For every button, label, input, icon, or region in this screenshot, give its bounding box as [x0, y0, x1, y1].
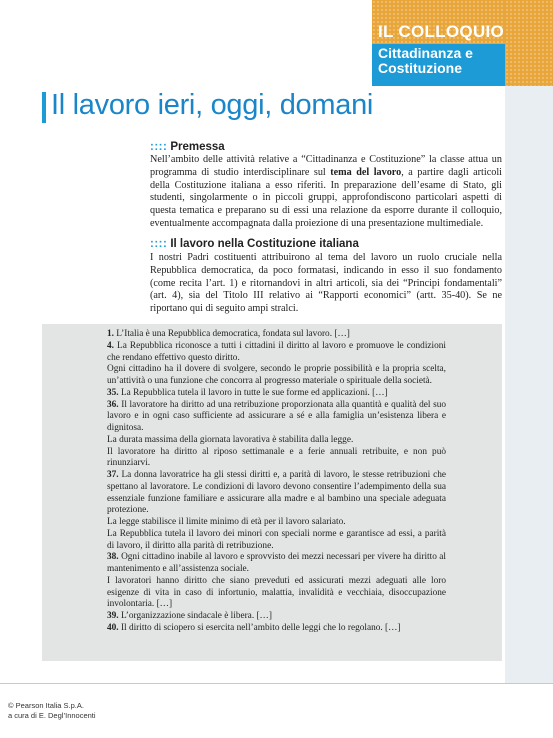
article-text: Ogni cittadino inabile al lavoro e sprovvisto dei mezzi necessari per vivere ha diritto al mantenimento e all’assistenza sociale. [107, 552, 446, 574]
article-number: 1. [107, 329, 114, 339]
article-text: Il lavoratore ha diritto ad una retribuzione proporzionata alla quantità e qualità del suo lavoro e in ogni caso sufficiente ad assicurare a sé e alla famiglia un’esistenza libera e dignitosa. [107, 399, 446, 433]
article-number: 40. [107, 622, 119, 633]
section-heading-costituzione [150, 238, 359, 250]
paragraph-text: , a partire dagli articoli della Costituzione italiana a esso riferiti. In preparazione dell’esame di Stato, gli studenti, singolarmente o in piccoli gruppi, approfondiscono particolari aspetti di questa tematica e preparano su di essi una relazione da esporre durante il colloquio, eventualmente accompagnata dalla proiezione di una presentazione multimediale. [150, 166, 502, 229]
section-heading-text: Il lavoro nella Costituzione italiana [170, 238, 359, 250]
article-paragraph [107, 400, 446, 435]
page-title: Il lavoro ieri, oggi, domani [51, 89, 374, 121]
article-text: Ogni cittadino ha il dovere di svolgere, secondo le proprie possibilità e la propria scelta, un’attività o una funzione che concorra al progresso materiale o spirituale della società. [107, 364, 446, 386]
article-number: 38. [107, 552, 119, 563]
section-paragraph-costituzione: I nostri Padri costituenti attribuirono al tema del lavoro un ruolo cruciale nella Repubblica democratica, da poco formatasi, indicando in esso il suo fondamento (come recita l’art. 1) e ritornandovi in altri articoli, sia dei “Principi fondamentali” (art. 4), sia del Titolo III relativo ai “Rapporti economici” (artt. 35-40). Se ne riportano qui di seguito ampi stralci. [150, 252, 502, 315]
article-text: La Repubblica tutela il lavoro dei minori con speciali norme e garantisce ad essi, a parità di lavoro, il diritto alla parità di retribuzione. [107, 528, 446, 551]
footer-credit: a cura di E. Degl’Innocenti [8, 711, 96, 720]
article-paragraph [107, 517, 446, 529]
article-paragraph [107, 329, 446, 341]
article-paragraph [107, 529, 446, 553]
paragraph-bold-text: tema del lavoro [330, 166, 402, 178]
article-number: 35. [107, 387, 119, 398]
section-marker-icon: :::: [150, 141, 168, 153]
article-number: 4. [107, 340, 114, 351]
article-text: La durata massima della giornata lavorativa è stabilita dalla legge. [107, 434, 354, 445]
header-subject [378, 46, 473, 76]
title-accent-bar [42, 92, 46, 123]
paragraph-text: Nell’ambito delle attività relative a “Cittadinanza e Costituzione” la classe attua un programma di studio interdisciplinare sul [150, 154, 502, 178]
article-text: L’organizzazione sindacale è libera. […] [118, 611, 272, 621]
article-paragraph [107, 611, 446, 623]
article-text: La legge stabilisce il limite minimo di età per il lavoro salariato. [107, 517, 346, 527]
footer [8, 701, 96, 721]
header-label: IL COLLOQUIO [378, 22, 505, 41]
article-paragraph [107, 470, 446, 517]
article-paragraph [107, 364, 446, 388]
article-text: Il diritto di sciopero si esercita nell’ambito delle leggi che lo regolano. […] [118, 622, 401, 633]
article-paragraph [107, 576, 446, 611]
article-text: I lavoratori hanno diritto che siano preveduti ed assicurati mezzi adeguati alle loro esigenze di vita in caso di infortunio, malattia, invalidità e vecchiaia, disoccupazione involontaria. […] [107, 575, 446, 610]
article-paragraph [107, 552, 446, 576]
article-paragraph [107, 435, 446, 447]
section-heading-text: Premessa [170, 141, 225, 153]
article-paragraph [107, 388, 446, 400]
footer-copyright: © Pearson Italia S.p.A. [8, 701, 84, 710]
footer-divider [0, 683, 553, 684]
article-paragraph [107, 341, 446, 365]
articles-list [107, 329, 446, 635]
section-heading-premessa [150, 141, 225, 153]
article-text: Il lavoratore ha diritto al riposo settimanale e a ferie annuali retribuite, e non può rinunziarvi. [107, 446, 446, 469]
article-text: La donna lavoratrice ha gli stessi diritti e, a parità di lavoro, le stesse retribuzioni che spettano al lavoratore. Le condizioni di lavoro devono consentire l’adempimento della sua essenziale funzione familiare e assicurare alla madre e al bambino una speciale adeguata protezione. [107, 470, 446, 516]
right-margin-band [505, 86, 553, 683]
article-number: 37. [107, 470, 119, 480]
header-subject-line1: Cittadinanza e [378, 45, 473, 61]
article-paragraph [107, 447, 446, 471]
header-subject-line2: Costituzione [378, 60, 462, 76]
header-orange-corner [505, 0, 553, 86]
article-number: 39. [107, 611, 119, 621]
article-number: 36. [107, 399, 119, 410]
section-marker-icon: :::: [150, 238, 168, 250]
section-paragraph-premessa [150, 154, 502, 231]
article-text: L’Italia è una Repubblica democratica, fondata sul lavoro. […] [113, 329, 350, 339]
article-text: La Repubblica riconosce a tutti i cittadini il diritto al lavoro e promuove le condizioni che rendano effettivo questo diritto. [107, 340, 446, 363]
article-paragraph [107, 623, 446, 635]
article-text: La Repubblica tutela il lavoro in tutte le sue forme ed applicazioni. […] [118, 387, 388, 398]
